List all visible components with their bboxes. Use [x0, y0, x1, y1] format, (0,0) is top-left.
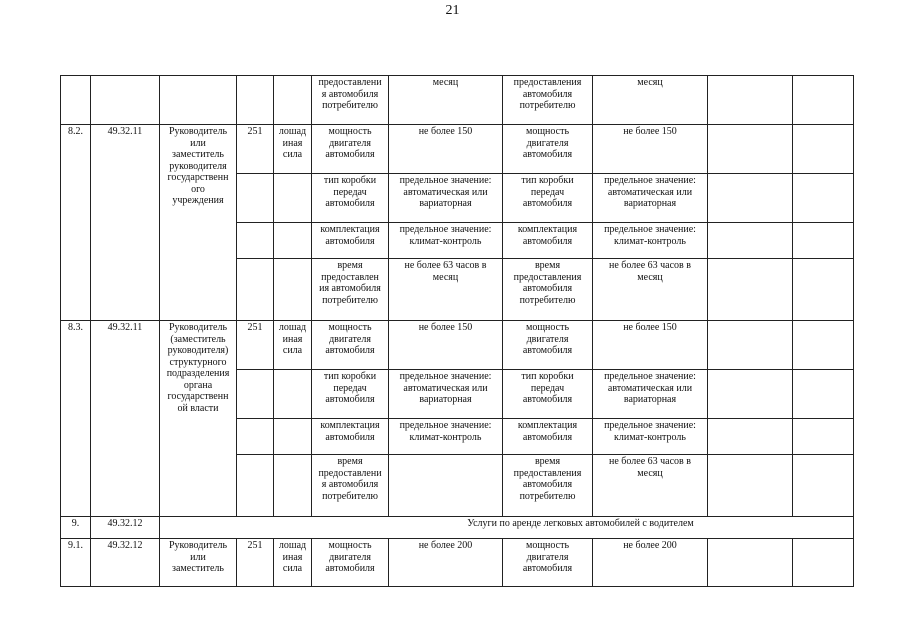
cell-extra — [708, 259, 793, 321]
cell-extra-2 — [793, 125, 854, 174]
section-title: Услуги по аренде легковых автомобилей с водителем — [160, 517, 854, 539]
unit-name: лошад иная сила — [274, 125, 312, 174]
cell-unit-name — [274, 76, 312, 125]
unit-name — [274, 455, 312, 517]
value: не более 63 часов в месяц — [389, 259, 503, 321]
value-2: предельное значение: автоматическая или вариаторная — [593, 370, 708, 419]
row-number: 8.3. — [61, 321, 91, 517]
requirements-table — [60, 75, 854, 587]
value-2: предельное значение: климат-контроль — [593, 223, 708, 259]
value-2: не более 63 часов в месяц — [593, 259, 708, 321]
cell-extra-2 — [793, 455, 854, 517]
value: предельное значение: климат-контроль — [389, 223, 503, 259]
unit-name — [274, 259, 312, 321]
characteristic-2: мощность двигателя автомобиля — [503, 125, 593, 174]
cell-extra — [708, 125, 793, 174]
value: не более 200 — [389, 539, 503, 587]
unit-code — [237, 259, 274, 321]
table-row — [61, 539, 854, 587]
table-row — [61, 125, 854, 174]
unit-code: 251 — [237, 125, 274, 174]
cell-value: месяц — [389, 76, 503, 125]
cell-extra — [708, 223, 793, 259]
cell-num — [61, 76, 91, 125]
value-2: не более 63 часов в месяц — [593, 455, 708, 517]
unit-code — [237, 419, 274, 455]
cell-extra — [708, 455, 793, 517]
unit-name: лошад иная сила — [274, 321, 312, 370]
page-number: 21 — [445, 3, 460, 18]
okpd-code: 49.32.11 — [91, 125, 160, 321]
characteristic: тип коробки передач автомобиля — [312, 370, 389, 419]
cell-extra — [708, 174, 793, 223]
unit-name — [274, 419, 312, 455]
cell-extra-2 — [793, 419, 854, 455]
characteristic: время предоставлен ия автомобиля потребителю — [312, 259, 389, 321]
position-name: Руководитель (заместитель руководителя) структурного подразделения органа государственн ой власти — [160, 321, 237, 517]
characteristic-2: тип коробки передач автомобиля — [503, 174, 593, 223]
cell-extra-2 — [793, 174, 854, 223]
cell-position — [160, 76, 237, 125]
characteristic: мощность двигателя автомобиля — [312, 125, 389, 174]
unit-name — [274, 174, 312, 223]
cell-extra — [708, 419, 793, 455]
characteristic-2: комплектация автомобиля — [503, 223, 593, 259]
cell-extra-2 — [793, 321, 854, 370]
unit-name — [274, 370, 312, 419]
characteristic-2: время предоставления автомобиля потребителю — [503, 259, 593, 321]
cell-code — [91, 76, 160, 125]
characteristic: комплектация автомобиля — [312, 223, 389, 259]
value-2: не более 200 — [593, 539, 708, 587]
cell-extra-2 — [793, 539, 854, 587]
cell-extra — [708, 321, 793, 370]
value-2: предельное значение: автоматическая или вариаторная — [593, 174, 708, 223]
characteristic: мощность двигателя автомобиля — [312, 539, 389, 587]
unit-code: 251 — [237, 321, 274, 370]
value: не более 150 — [389, 321, 503, 370]
row-number: 9. — [61, 517, 91, 539]
value: предельное значение: климат-контроль — [389, 419, 503, 455]
cell-extra-2 — [793, 76, 854, 125]
cell-extra — [708, 370, 793, 419]
row-number: 9.1. — [61, 539, 91, 587]
row-number: 8.2. — [61, 125, 91, 321]
cell-characteristic: предоставлени я автомобиля потребителю — [312, 76, 389, 125]
characteristic-2: тип коробки передач автомобиля — [503, 370, 593, 419]
characteristic: мощность двигателя автомобиля — [312, 321, 389, 370]
position-name: Руководитель или заместитель — [160, 539, 237, 587]
okpd-code: 49.32.12 — [91, 539, 160, 587]
position-name: Руководитель или заместитель руководителя государственн ого учреждения — [160, 125, 237, 321]
table-row — [61, 321, 854, 370]
unit-code: 251 — [237, 539, 274, 587]
section-row — [61, 517, 854, 539]
value: не более 150 — [389, 125, 503, 174]
table-row — [61, 76, 854, 125]
cell-unit-code — [237, 76, 274, 125]
cell-extra — [708, 539, 793, 587]
value: предельное значение: автоматическая или вариаторная — [389, 370, 503, 419]
okpd-code: 49.32.11 — [91, 321, 160, 517]
value-2: не более 150 — [593, 321, 708, 370]
okpd-code: 49.32.12 — [91, 517, 160, 539]
characteristic: комплектация автомобиля — [312, 419, 389, 455]
characteristic-2: мощность двигателя автомобиля — [503, 539, 593, 587]
cell-extra — [708, 76, 793, 125]
unit-code — [237, 370, 274, 419]
characteristic: тип коробки передач автомобиля — [312, 174, 389, 223]
unit-name: лошад иная сила — [274, 539, 312, 587]
unit-code — [237, 223, 274, 259]
value-2: не более 150 — [593, 125, 708, 174]
characteristic-2: время предоставления автомобиля потребителю — [503, 455, 593, 517]
unit-name — [274, 223, 312, 259]
unit-code — [237, 455, 274, 517]
value: предельное значение: автоматическая или вариаторная — [389, 174, 503, 223]
characteristic-2: мощность двигателя автомобиля — [503, 321, 593, 370]
cell-value-2: месяц — [593, 76, 708, 125]
characteristic-2: комплектация автомобиля — [503, 419, 593, 455]
cell-extra-2 — [793, 370, 854, 419]
value — [389, 455, 503, 517]
value-2: предельное значение: климат-контроль — [593, 419, 708, 455]
cell-extra-2 — [793, 259, 854, 321]
cell-characteristic-2: предоставления автомобиля потребителю — [503, 76, 593, 125]
unit-code — [237, 174, 274, 223]
characteristic: время предоставлени я автомобиля потребителю — [312, 455, 389, 517]
cell-extra-2 — [793, 223, 854, 259]
